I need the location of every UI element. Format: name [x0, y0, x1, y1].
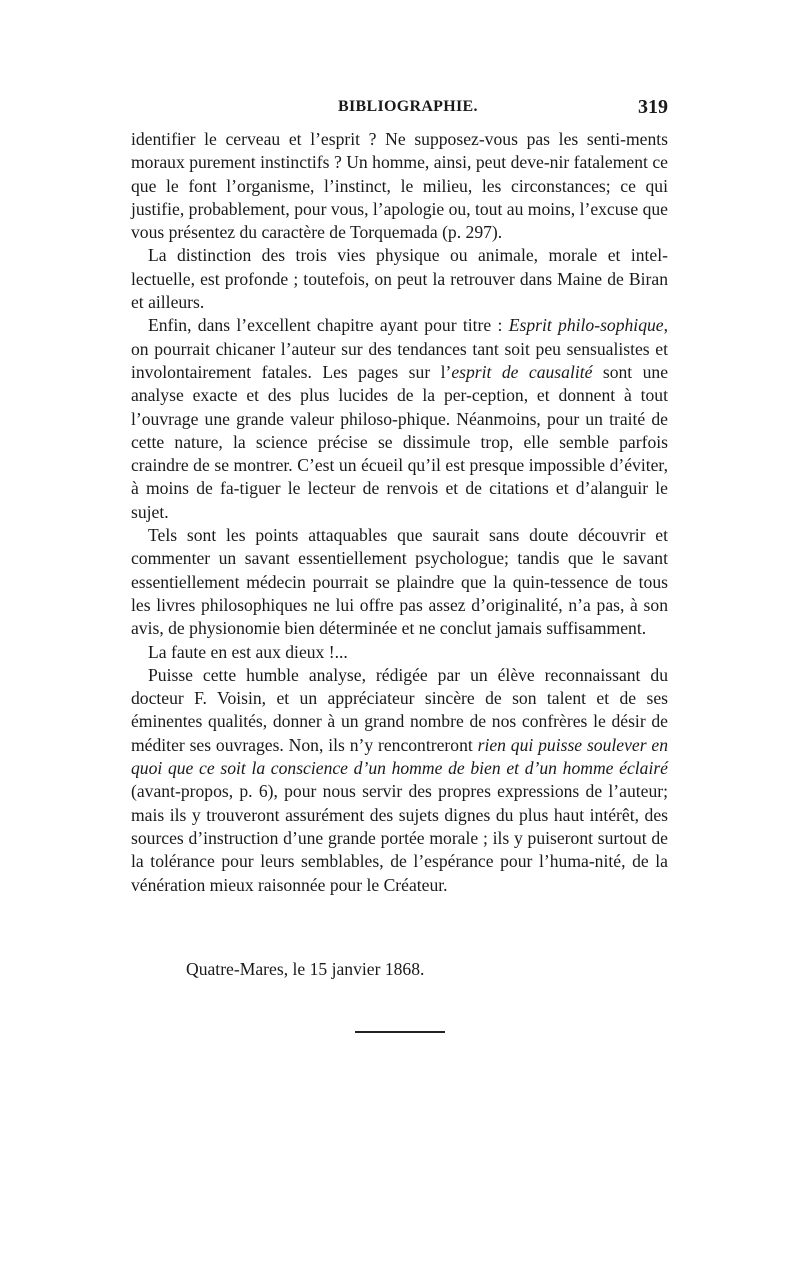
paragraph: [131, 314, 668, 524]
page-header: [130, 98, 670, 128]
paragraph: La faute en est aux dieux !...: [148, 641, 348, 662]
paragraph: La distinction des trois vies physique ou animale, morale et intel-lectuelle, est profonde ; toutefois, on peut la retrouver dans Maine de Biran et ailleurs.: [131, 245, 668, 313]
end-rule: [355, 1031, 445, 1033]
dateline: Quatre-Mares, le 15 janvier 1868.: [186, 959, 425, 979]
running-title: BIBLIOGRAPHIE.: [338, 98, 478, 115]
page-number: 319: [638, 96, 668, 118]
text-run: (avant-propos, p. 6), pour nous servir des propres expressions de l’auteur; mais ils y trouveront assurément des sujets dignes du plus haut intérêt, des sources d’instruction d’une grande portée morale ; ils y puiseront surtout de la tolérance pour leurs semblables, de l’espérance pour l’huma-nité, de la vénération mieux raisonnée pour le Créateur.: [131, 781, 668, 895]
body-text: [131, 128, 668, 897]
text-run: Enfin, dans l’excellent chapitre ayant pour titre :: [148, 315, 509, 336]
paragraph: identifier le cerveau et l’esprit ? Ne supposez-vous pas les senti-ments moraux purement instinctifs ? Un homme, ainsi, peut deve-nir fatalement ce que le font l’organisme, l’instinct, le milieu, les circonstances; ce qui justifie, probablement, pour vous, l’apologie ou, tout au moins, l’excuse que vous présentez du caractère de Torquemada (p. 297).: [131, 129, 668, 243]
text-run: sont une analyse exacte et des plus lucides de la per-ception, et donnent à tout l’ouvrage une grande valeur philoso-phique. Néanmoins, pour un traité de cette nature, la science précise se dissimule trop, elle semble parfois craindre de se montrer. C’est un écueil qu’il est presque impossible d’éviter, à moins de fa-tiguer le lecteur de renvois et de citations et d’alanguir le sujet.: [131, 361, 669, 522]
italic-title: Esprit philo-sophique: [508, 315, 664, 336]
text-run: Puisse cette humble analyse, rédigée par un élève reconnaissant du docteur F. Voisin, et un appréciateur sincère de son talent et de ses éminentes qualités, donner à un grand nombre de nos confrères le désir de méditer ses ouvrages. Non, ils n’y rencontreront: [131, 664, 668, 755]
italic-phrase: esprit de causalité: [451, 361, 593, 382]
paragraph: [131, 664, 668, 897]
italic-quote: rien qui puisse soulever en quoi que ce soit la conscience d’un homme de bien et d’un homme éclairé: [131, 734, 669, 779]
text-run: , on pourrait chicaner l’auteur sur des tendances tant soit peu sensualistes et involontairement fatales. Les pages sur l’: [131, 315, 669, 382]
paragraph: Tels sont les points attaquables que saurait sans doute découvrir et commenter un savant essentiellement psychologue; tandis que le savant essentiellement médecin pourrait se plaindre que la quin-tessence de tous les livres philosophiques ne lui offre pas assez d’originalité, n’a pas, à son avis, de physionomie bien déterminée et ne conclut jamais suffisamment.: [131, 525, 668, 639]
